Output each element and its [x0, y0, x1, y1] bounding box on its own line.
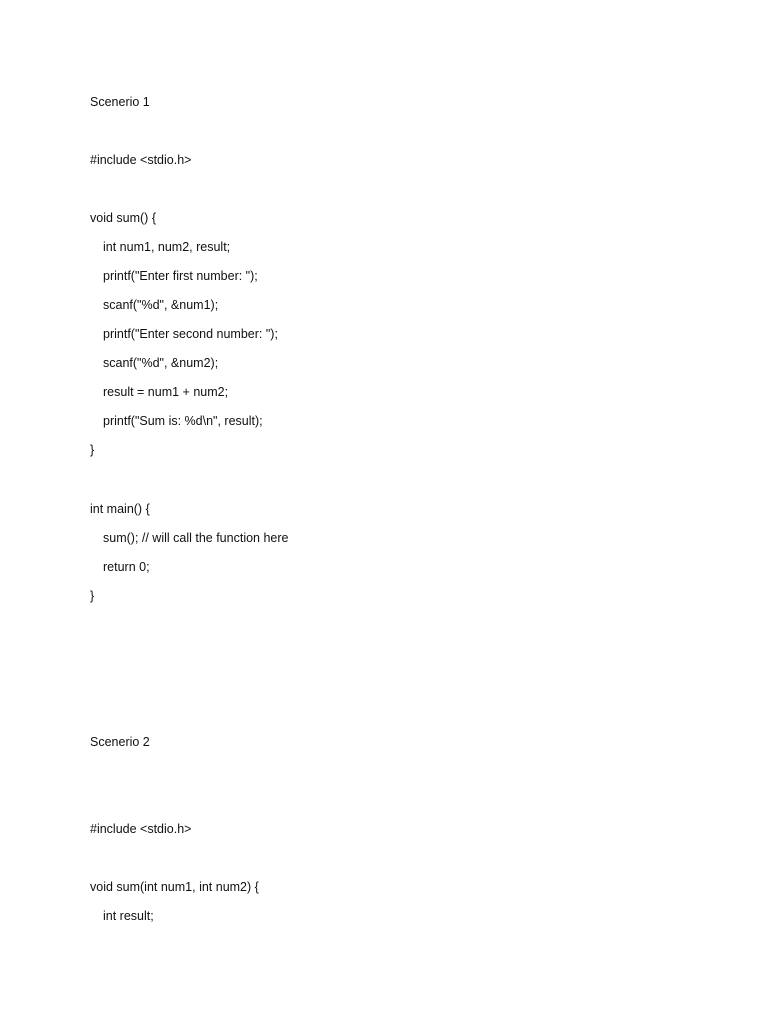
code-line: result = num1 + num2; [103, 385, 229, 399]
code-line: return 0; [103, 560, 150, 574]
code-line: void sum() { [90, 211, 156, 225]
scenario-2-heading: Scenerio 2 [90, 735, 150, 749]
code-line: int num1, num2, result; [103, 240, 231, 254]
code-line: #include <stdio.h> [90, 822, 192, 836]
code-line: #include <stdio.h> [90, 153, 192, 167]
code-line: int result; [103, 909, 154, 923]
code-line: int main() { [90, 502, 150, 516]
code-line: scanf("%d", &num1); [103, 298, 219, 312]
scenario-1-heading: Scenerio 1 [90, 95, 150, 109]
code-line: sum(); // will call the function here [103, 531, 289, 545]
code-line: scanf("%d", &num2); [103, 356, 219, 370]
code-line: } [90, 589, 95, 603]
code-line: printf("Sum is: %d\n", result); [103, 414, 263, 428]
code-line: } [90, 443, 95, 457]
code-line: printf("Enter second number: "); [103, 327, 278, 341]
code-line: void sum(int num1, int num2) { [90, 880, 259, 894]
code-line: printf("Enter first number: "); [103, 269, 258, 283]
